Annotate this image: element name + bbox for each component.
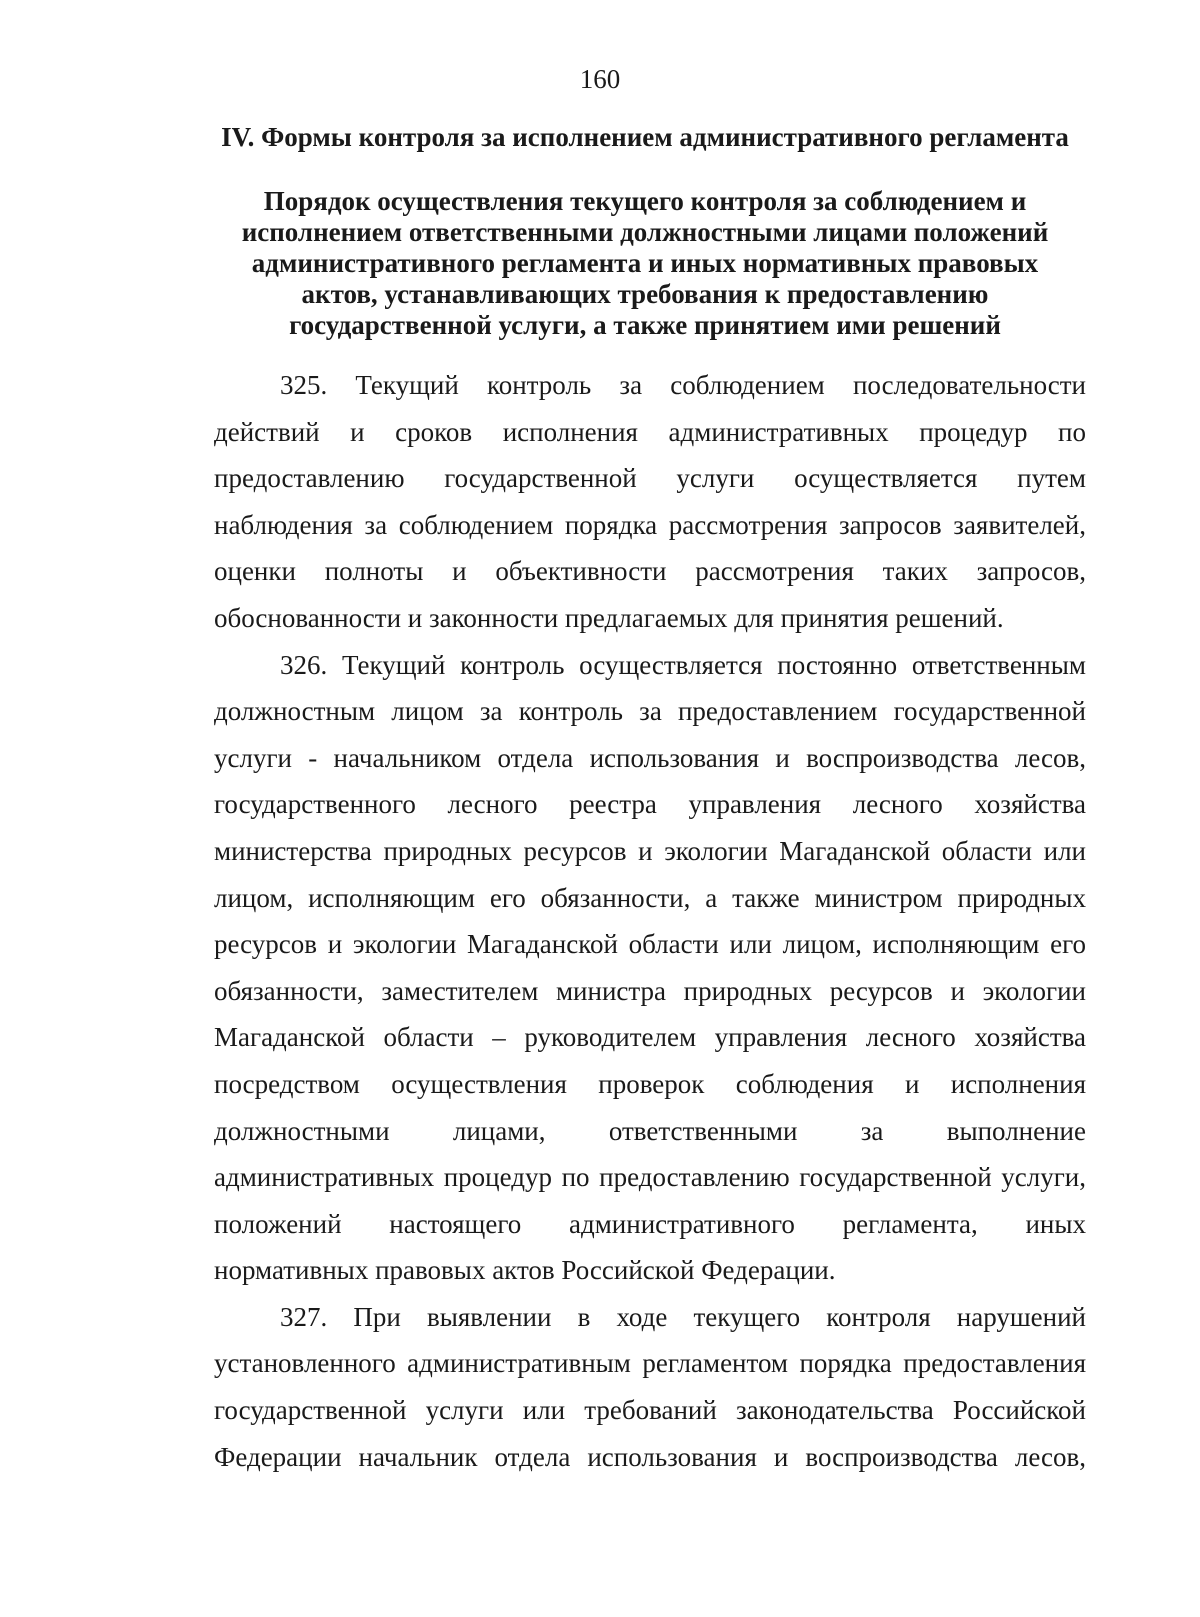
- paragraph-325: [214, 362, 1086, 642]
- paragraph-line: Магаданской области – руководителем управления лесного хозяйства: [214, 1022, 1086, 1053]
- paragraph-line: 327. При выявлении в ходе текущего контроля нарушений: [280, 1301, 1086, 1332]
- paragraph-line: 326. Текущий контроль осуществляется постоянно ответственным: [280, 649, 1086, 680]
- paragraph-line: предоставлению государственной услуги осуществляется путем: [214, 463, 1086, 494]
- paragraph-line: посредством осуществления проверок соблюдения и исполнения: [214, 1068, 1086, 1099]
- section-title: IV. Формы контроля за исполнением административного регламента: [221, 122, 1069, 152]
- paragraph-line: оценки полноты и объективности рассмотрения таких запросов,: [214, 556, 1086, 587]
- paragraph-line: действий и сроков исполнения административных процедур по: [214, 416, 1086, 447]
- subsection-title: [200, 186, 1090, 341]
- paragraph-line: обязанности, заместителем министра природных ресурсов и экологии: [214, 975, 1086, 1006]
- paragraph-line: наблюдения за соблюдением порядка рассмотрения запросов заявителей,: [214, 509, 1086, 540]
- paragraph-line: нормативных правовых актов Российской Федерации.: [214, 1255, 836, 1286]
- subsection-title-line: административного регламента и иных нормативных правовых: [251, 248, 1039, 278]
- paragraph-line: обоснованности и законности предлагаемых для принятия решений.: [214, 602, 1004, 633]
- paragraph-line: государственного лесного реестра управления лесного хозяйства: [214, 789, 1086, 820]
- subsection-title-line: актов, устанавливающих требования к предоставлению: [301, 279, 989, 309]
- page-number: 160: [579, 64, 621, 94]
- paragraph-line: должностными лицами, ответственными за выполнение: [214, 1115, 1086, 1146]
- paragraph-line: Федерации начальник отдела использования и воспроизводства лесов,: [214, 1441, 1086, 1472]
- paragraph-line: 325. Текущий контроль за соблюдением последовательности: [280, 370, 1086, 400]
- paragraph-line: министерства природных ресурсов и экологии Магаданской области или: [214, 835, 1086, 866]
- document-body: [214, 362, 1086, 1480]
- subsection-title-line: Порядок осуществления текущего контроля за соблюдением и: [263, 186, 1027, 216]
- paragraph-326: [214, 642, 1086, 1294]
- paragraph-line: положений настоящего административного регламента, иных: [214, 1208, 1086, 1239]
- subsection-title-line: исполнением ответственными должностными лицами положений: [241, 217, 1049, 247]
- paragraph-327: [214, 1294, 1086, 1480]
- paragraph-line: должностным лицом за контроль за предоставлением государственной: [214, 696, 1086, 727]
- paragraph-line: административных процедур по предоставлению государственной услуги,: [214, 1162, 1086, 1193]
- paragraph-line: ресурсов и экологии Магаданской области или лицом, исполняющим его: [214, 929, 1086, 960]
- paragraph-line: установленного административным регламентом порядка предоставления: [214, 1348, 1086, 1379]
- paragraph-line: государственной услуги или требований законодательства Российской: [214, 1395, 1086, 1426]
- paragraph-line: услуги - начальником отдела использования и воспроизводства лесов,: [214, 742, 1086, 773]
- subsection-title-line: государственной услуги, а также принятием ими решений: [289, 310, 1001, 340]
- paragraph-line: лицом, исполняющим его обязанности, а также министром природных: [214, 882, 1086, 913]
